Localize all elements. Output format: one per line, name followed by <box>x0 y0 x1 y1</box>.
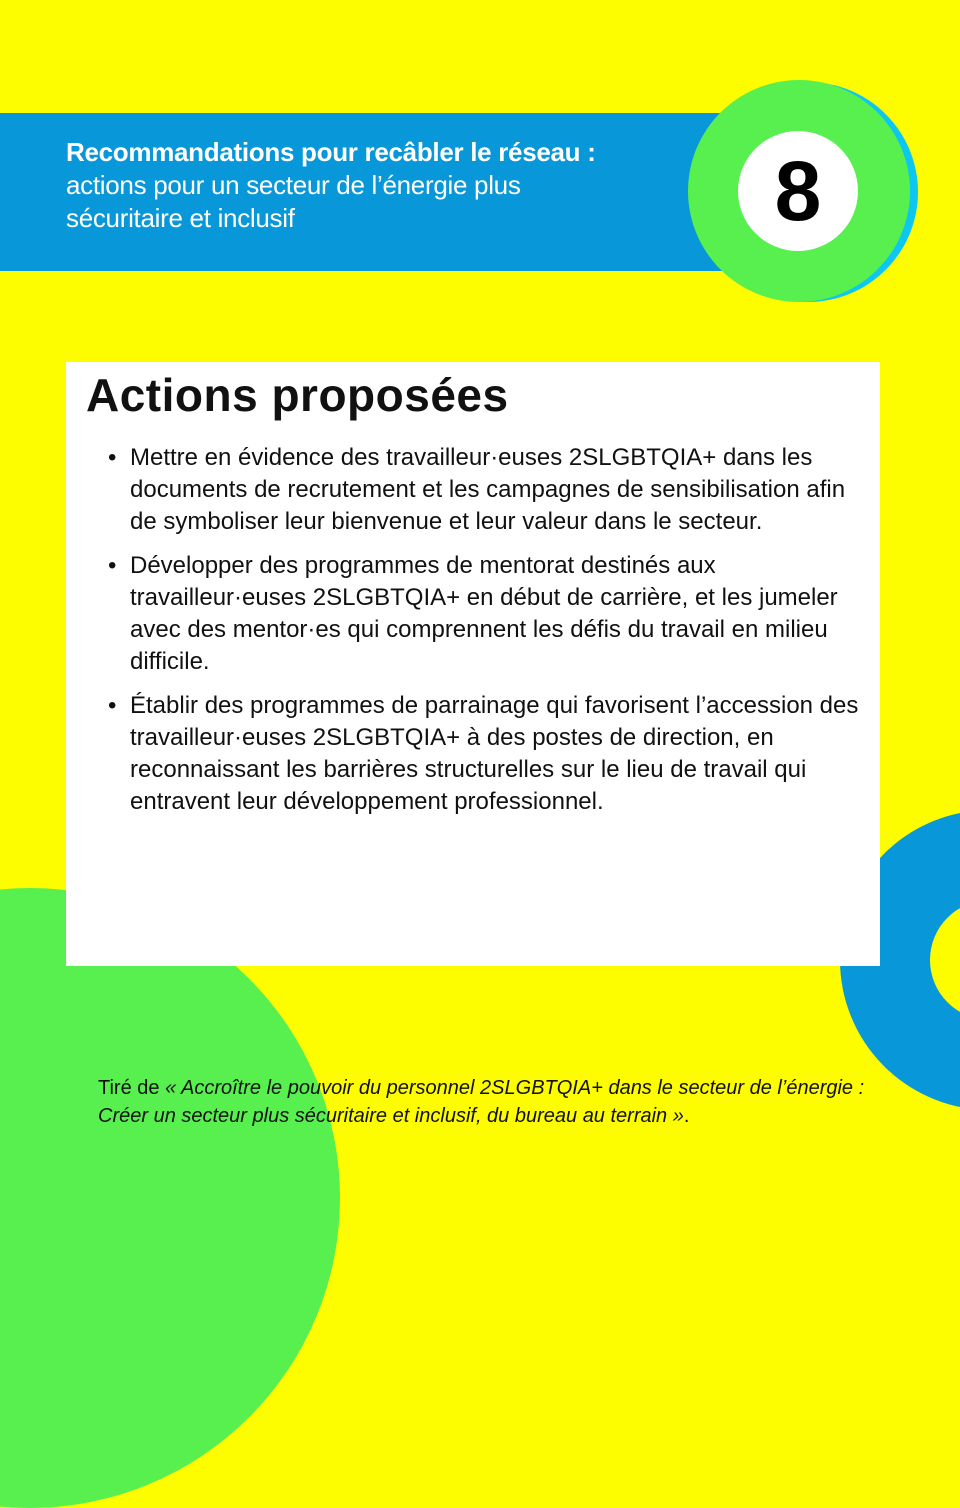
list-item-text: Mettre en évidence des travailleur·euses 2SLGBTQIA+ dans les documents de recrutement et les campagnes de sensibilisation afin de symboliser leur bienvenue et leur valeur dans le secteur. <box>130 444 846 535</box>
bullet-icon: • <box>108 444 117 471</box>
banner-subtitle-line1: actions pour un secteur de l’énergie plus <box>66 170 521 200</box>
bullet-icon: • <box>108 692 117 719</box>
banner-title: Recommandations pour recâbler le réseau : <box>66 137 596 167</box>
bullet-icon: • <box>108 552 117 579</box>
citation-prefix: Tiré de <box>98 1077 166 1099</box>
source-citation <box>98 1074 878 1130</box>
citation-source: « Accroître le pouvoir du personnel 2SLGBTQIA+ dans le secteur de l’énergie : Créer un secteur plus sécuritaire et inclusif, du bureau au terrain » <box>98 1077 865 1127</box>
card-title: Actions proposées <box>86 369 509 421</box>
list-item-text: Établir des programmes de parrainage qui favorisent l’accession des travailleur·euses 2SLGBTQIA+ à des postes de direction, en reconnaissant les barrières structurelles sur le lieu de travail qui entravent leur développement professionnel. <box>130 692 859 815</box>
list-item <box>100 690 860 818</box>
citation-suffix: . <box>683 1105 690 1127</box>
actions-list <box>100 442 860 830</box>
list-item <box>100 550 860 678</box>
list-item <box>100 442 860 538</box>
badge-number: 8 <box>738 131 858 251</box>
list-item-text: Développer des programmes de mentorat destinés aux travailleur·euses 2SLGBTQIA+ en début de carrière, et les jumeler avec des mentor·es qui comprennent les défis du travail en milieu difficile. <box>130 552 838 675</box>
banner-text <box>66 136 686 235</box>
banner-subtitle-line2: sécuritaire et inclusif <box>66 203 295 233</box>
green-circle-decoration <box>0 888 340 1508</box>
